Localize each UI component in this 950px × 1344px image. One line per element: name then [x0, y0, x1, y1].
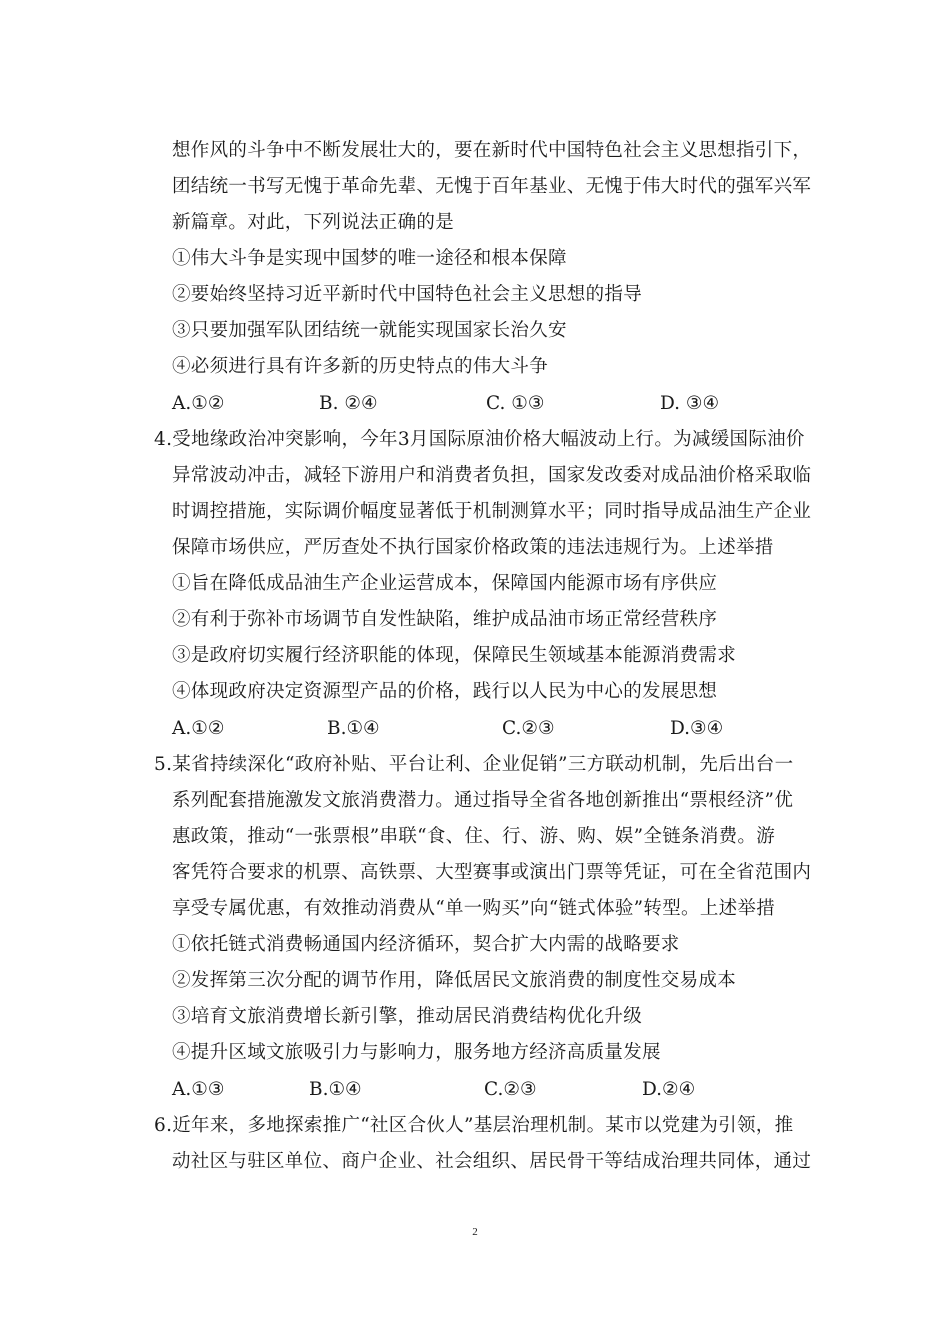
q4-item: ②有利于弥补市场调节自发性缺陷，维护成品油市场正常经营秩序	[172, 609, 718, 630]
q5-options	[172, 1072, 812, 1108]
q5-item: ③培育文旅消费增长新引擎，推动居民消费结构优化升级	[172, 1006, 643, 1027]
q4-item: ①旨在降低成品油生产企业运营成本，保障国内能源市场有序供应	[172, 573, 718, 594]
q5-item: ④提升区域文旅吸引力与影响力，服务地方经济高质量发展	[172, 1042, 661, 1063]
q5-stem-line: 5.某省持续深化“政府补贴、平台让利、企业促销”三方联动机制，先后出台一	[154, 754, 794, 775]
q4-stem-line: 时调控措施，实际调价幅度显著低于机制测算水平；同时指导成品油生产企业	[172, 501, 812, 522]
q4-option-c: C.②③	[502, 718, 555, 739]
q5-item: ②发挥第三次分配的调节作用，降低居民文旅消费的制度性交易成本	[172, 970, 737, 991]
q3-option-c: C. ①③	[486, 393, 545, 414]
q3-item: ②要始终坚持习近平新时代中国特色社会主义思想的指导	[172, 284, 643, 305]
q3-item: ①伟大斗争是实现中国梦的唯一途径和根本保障	[172, 248, 567, 269]
q4-option-d: D.③④	[670, 718, 724, 739]
q3-option-a: A.①②	[172, 393, 225, 414]
q4-stem-line: 异常波动冲击，减轻下游用户和消费者负担，国家发改委对成品油价格采取临	[172, 465, 812, 486]
q5-stem-line: 惠政策，推动“一张票根”串联“食、住、行、游、购、娱”全链条消费。游	[172, 826, 776, 847]
q5-item: ①依托链式消费畅通国内经济循环，契合扩大内需的战略要求	[172, 934, 680, 955]
q5-stem-line: 客凭符合要求的机票、高铁票、大型赛事或演出门票等凭证，可在全省范围内	[172, 862, 812, 883]
q6-stem-line: 6.近年来，多地探索推广“社区合伙人”基层治理机制。某市以党建为引领，推	[154, 1115, 794, 1136]
q5-option-a: A.①③	[172, 1079, 225, 1100]
q3-item: ④必须进行具有许多新的历史特点的伟大斗争	[172, 356, 549, 377]
q4-stem-line: 4.受地缘政治冲突影响，今年3月国际原油价格大幅波动上行。为减缓国际油价	[154, 429, 805, 450]
q4-options	[172, 711, 812, 747]
q5-option-c: C.②③	[484, 1079, 537, 1100]
q4-stem-line: 保障市场供应，严厉查处不执行国家价格政策的违法违规行为。上述举措	[172, 537, 774, 558]
q5-stem-line: 系列配套措施激发文旅消费潜力。通过指导全省各地创新推出“票根经济”优	[172, 790, 794, 811]
q3-stem-line: 想作风的斗争中不断发展壮大的，要在新时代中国特色社会主义思想指引下，	[172, 140, 812, 161]
q4-item: ③是政府切实履行经济职能的体现，保障民生领域基本能源消费需求	[172, 645, 737, 666]
q4-item: ④体现政府决定资源型产品的价格，践行以人民为中心的发展思想	[172, 681, 718, 702]
q4-option-b: B.①④	[327, 718, 380, 739]
q3-stem-line: 新篇章。对此，下列说法正确的是	[172, 212, 455, 233]
q3-item: ③只要加强军队团结统一就能实现国家长治久安	[172, 320, 567, 341]
q5-option-b: B.①④	[309, 1079, 362, 1100]
q3-stem-line: 团结统一书写无愧于革命先辈、无愧于百年基业、无愧于伟大时代的强军兴军	[172, 176, 812, 197]
q3-option-b: B. ②④	[319, 393, 378, 414]
q6-stem-line: 动社区与驻区单位、商户企业、社会组织、居民骨干等结成治理共同体，通过	[172, 1151, 812, 1172]
q4-option-a: A.①②	[172, 718, 225, 739]
q3-option-d: D. ③④	[660, 393, 720, 414]
q3-options	[172, 386, 812, 422]
page-number: 2	[472, 1226, 478, 1238]
q5-stem-line: 享受专属优惠，有效推动消费从“单一购买”向“链式体验”转型。上述举措	[172, 898, 776, 919]
q5-option-d: D.②④	[642, 1079, 696, 1100]
